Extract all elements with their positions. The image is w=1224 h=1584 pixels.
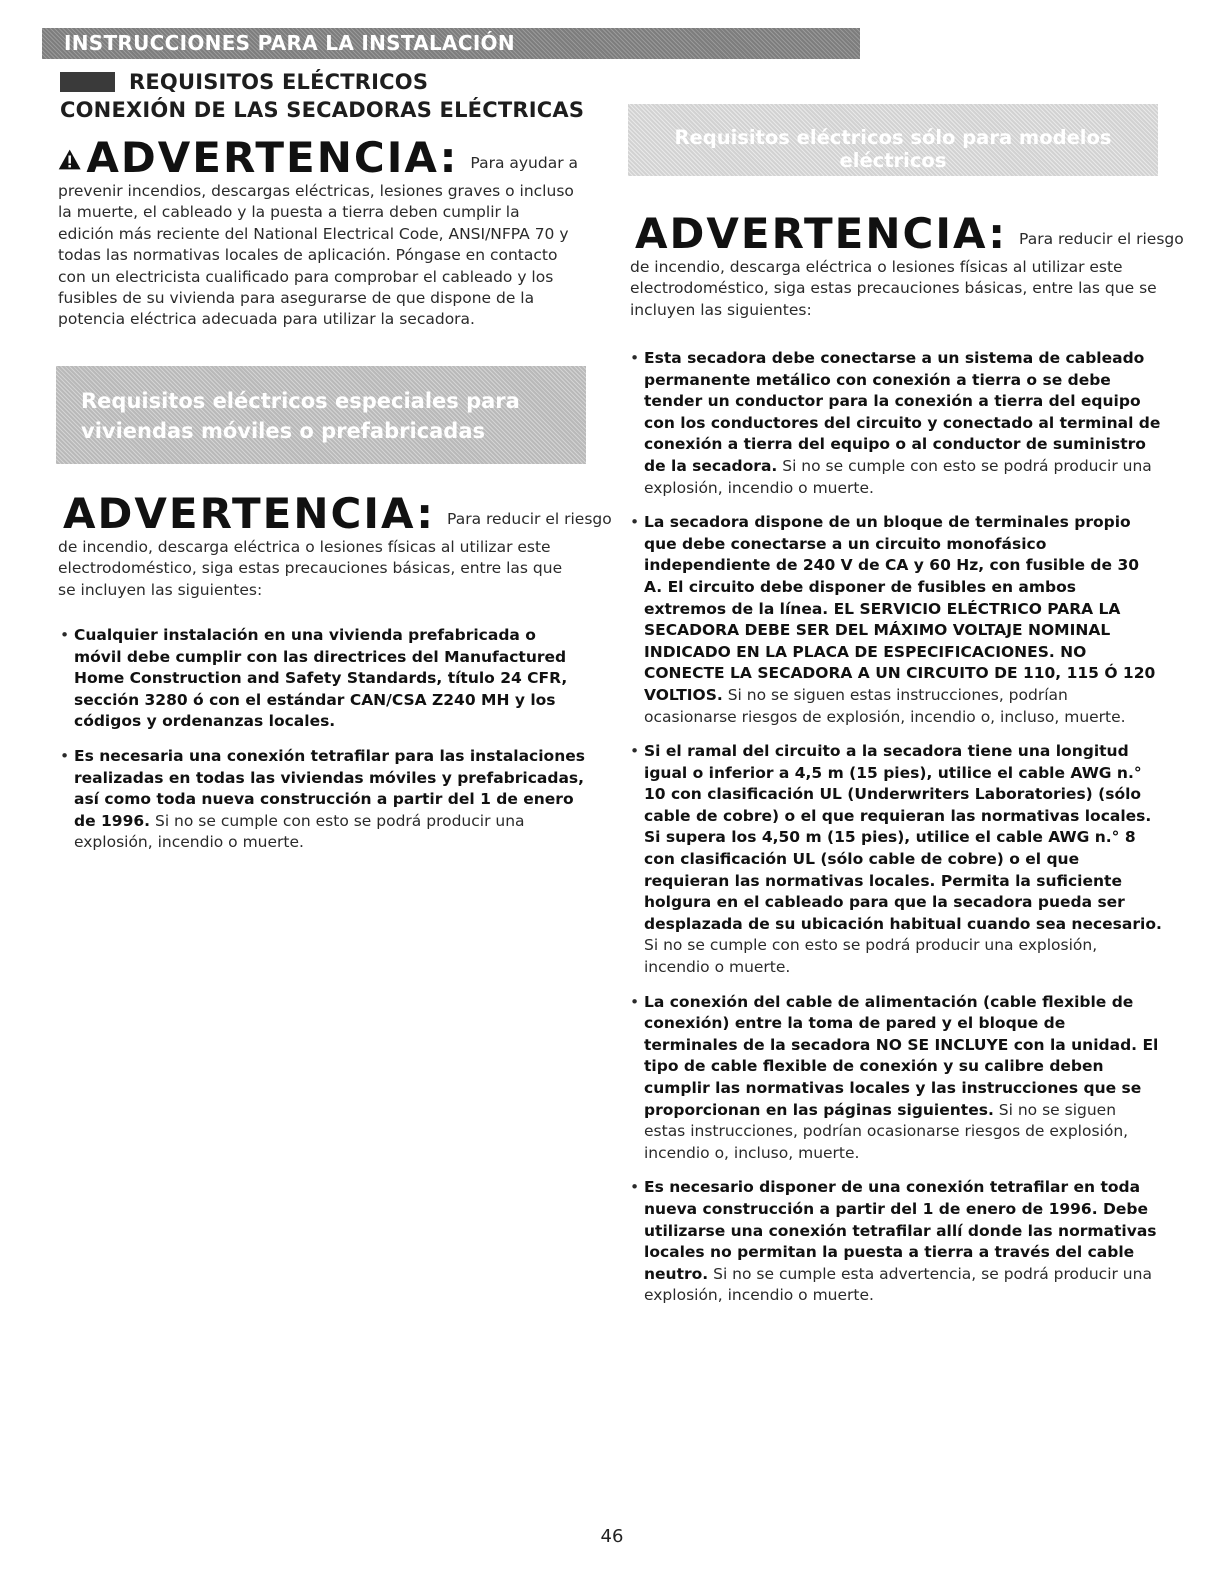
list-item xyxy=(628,741,1162,979)
subheading-line-2: viviendas móviles o prefabricadas xyxy=(81,419,486,443)
warning-label: ADVERTENCIA: xyxy=(635,209,1008,258)
bullet-list-left xyxy=(58,625,588,867)
warning-text: prevenir incendios, descargas eléctricas, lesiones graves o incluso la muerte, el cableado y la puesta a tierra deben cumplir la edición más reciente del National Electrical Code, ANSI/NFPA 70 y todas las normativas locales de aplicación. Póngase en contacto con un electricista cualificado para comprobar el cableado y los fusibles de su vivienda para asegurarse de que dispone de la potencia eléctrica adecuada para utilizar la secadora. xyxy=(58,182,574,329)
section-title: REQUISITOS ELÉCTRICOS xyxy=(129,70,429,94)
warning-intro: Para ayudar a xyxy=(470,154,578,172)
bullet-bold-text: Es necesario disponer de una conexión tetrafilar en toda nueva construcción a partir del 1 de enero de 1996. Debe utilizarse una conexión tetrafilar allí donde las normativas locales no permitan la puesta a tierra a través del cable neutro. xyxy=(644,1178,1157,1283)
bullet-text: Si no se cumple con esto se podrá producir una explosión, incendio o muerte. xyxy=(644,456,1152,497)
warning-intro: Para reducir el riesgo xyxy=(447,510,612,528)
warning-text: de incendio, descarga eléctrica o lesiones físicas al utilizar este electrodoméstico, siga estas precauciones básicas, entre las que se incluyen las siguientes: xyxy=(58,538,563,599)
bullet-text: Si no se cumple esta advertencia, se podrá producir una explosión, incendio o muerte. xyxy=(644,1264,1152,1305)
warning-text: de incendio, descarga eléctrica o lesiones físicas al utilizar este electrodoméstico, siga estas precauciones básicas, entre las que se incluyen las siguientes: xyxy=(630,258,1157,319)
warning-fire-shock xyxy=(58,133,578,331)
bullet-bold-text: La secadora dispone de un bloque de terminales propio que debe conectarse a un circuito monofásico independiente de 240 V de CA y 60 Hz, con fusible de 30 A. El circuito debe disponer de fusibles en ambos extremos de la línea. EL SERVICIO ELÉCTRICO PARA LA SECADORA DEBE SER DEL MÁXIMO VOLTAJE NOMINAL INDICADO EN LA PLACA DE ESPECIFICACIONES. NO CONECTE LA SECADORA A UN CIRCUITO DE 110, 115 Ó 120 VOLTIOS. xyxy=(644,513,1156,704)
page-number: 46 xyxy=(600,1526,624,1547)
list-item xyxy=(58,625,588,733)
list-item xyxy=(628,348,1162,499)
section-subtitle: CONEXIÓN DE LAS SECADORAS ELÉCTRICAS xyxy=(60,98,585,122)
warning-label: ADVERTENCIA: xyxy=(63,489,436,538)
warning-precautions-left xyxy=(58,489,612,601)
subheading-mobile-homes xyxy=(56,366,586,464)
list-item xyxy=(628,992,1162,1165)
warning-intro: Para reducir el riesgo xyxy=(1019,230,1184,248)
bullet-text: Si no se cumple con esto se podrá producir una explosión, incendio o muerte. xyxy=(74,811,525,852)
subheading-electric-models xyxy=(628,104,1158,176)
list-item xyxy=(58,746,588,854)
bullet-text: Si no se siguen estas instrucciones, podrían ocasionarse riesgos de explosión, incendio o, incluso, muerte. xyxy=(644,1100,1129,1162)
bullet-bold-text: Cualquier instalación en una vivienda prefabricada o móvil debe cumplir con las directrices del Manufactured Home Construction and Safety Standards, título 24 CFR, sección 3280 ó con el estándar CAN/CSA Z240 MH y los códigos y ordenanzas locales. xyxy=(74,626,568,731)
warning-triangle-icon xyxy=(58,145,81,174)
bullet-text: Si no se siguen estas instrucciones, podrían ocasionarse riesgos de explosión, incendio o, incluso, muerte. xyxy=(644,685,1126,726)
bullet-list-right xyxy=(628,348,1162,1320)
bullet-bold-text: Si el ramal del circuito a la secadora tiene una longitud igual o inferior a 4,5 m (15 pies), utilice el cable AWG n.° 10 con clasificación UL (Underwriters Laboratories) (sólo cable de cobre) o el que requieran las normativas locales. Si supera los 4,50 m (15 pies), utilice el cable AWG n.° 8 con clasificación UL (sólo cable de cobre) o el que requieran las normativas locales. Permita la suficiente holgura en el cableado para que la secadora pueda ser desplazada de su ubicación habitual cuando sea necesario. xyxy=(644,742,1162,933)
heading-marker xyxy=(60,72,115,92)
banner-title: INSTRUCCIONES PARA LA INSTALACIÓN xyxy=(64,31,515,55)
list-item xyxy=(628,512,1162,728)
section-heading xyxy=(60,70,620,122)
warning-label: ADVERTENCIA: xyxy=(86,133,459,182)
bullet-bold-text: Esta secadora debe conectarse a un sistema de cableado permanente metálico con conexión a tierra o se debe tender un conductor para la conexión a tierra del equipo con los conductores del circuito y conectado al terminal de conexión a tierra del equipo o al conductor de suministro de la secadora. xyxy=(644,349,1161,475)
subheading-text: Requisitos eléctricos sólo para modelos eléctricos xyxy=(674,126,1112,172)
bullet-text: Si no se cumple con esto se podrá producir una explosión, incendio o muerte. xyxy=(644,936,1098,977)
bullet-bold-text: Es necesaria una conexión tetrafilar para las instalaciones realizadas en todas las viviendas móviles y prefabricadas, así como toda nueva construcción a partir del 1 de enero de 1996. xyxy=(74,746,585,830)
section-banner xyxy=(42,28,860,59)
bullet-bold-text: La conexión del cable de alimentación (cable flexible de conexión) entre la toma de pared y el bloque de terminales de la secadora NO SE INCLUYE con la unidad. El tipo de cable flexible de conexión y su calibre deben cumplir las normativas locales y las instrucciones que se proporcionan en las páginas siguientes. xyxy=(644,992,1159,1119)
warning-precautions-right xyxy=(630,209,1184,321)
list-item xyxy=(628,1177,1162,1307)
subheading-line-1: Requisitos eléctricos especiales para xyxy=(81,389,520,413)
